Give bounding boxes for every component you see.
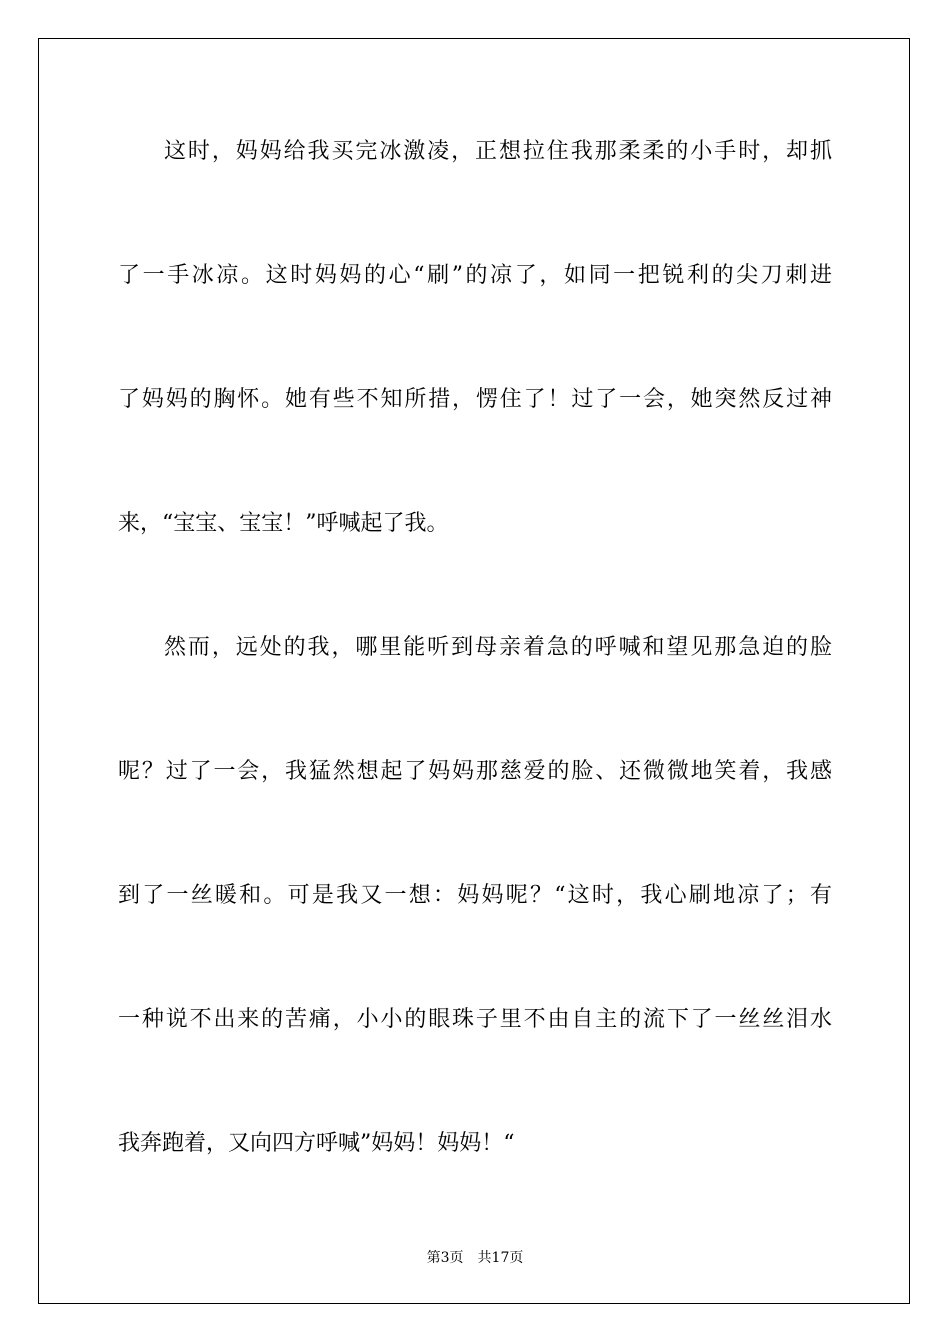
page-total: 共17页: [477, 1250, 524, 1266]
paragraph-1-line-4: 来，“宝宝、宝宝！”呼喊起了我。: [118, 511, 449, 536]
paragraph-2-line-5: 我奔跑着，又向四方呼喊”妈妈！妈妈！“: [118, 1131, 515, 1156]
paragraph-2-line-2: 呢？过了一会，我猛然想起了妈妈那慈爱的脸、还微微地笑着，我感: [118, 759, 832, 784]
paragraph-1-line-3: 了妈妈的胸怀。她有些不知所措，愣住了！过了一会，她突然反过神: [118, 387, 832, 412]
paragraph-2-line-1: 然而，远处的我，哪里能听到母亲着急的呼喊和望见那急迫的脸: [164, 635, 832, 660]
paragraph-2-line-4: 一种说不出来的苦痛，小小的眼珠子里不由自主的流下了一丝丝泪水: [118, 1007, 832, 1032]
page-border: [38, 38, 910, 1304]
page-footer: [0, 1247, 950, 1267]
page-number: 第3页: [426, 1250, 464, 1266]
paragraph-1-line-2: 了一手冰凉。这时妈妈的心“刷”的凉了，如同一把锐利的尖刀刺进: [118, 263, 832, 288]
paragraph-1-line-1: 这时，妈妈给我买完冰激凌，正想拉住我那柔柔的小手时，却抓: [164, 139, 832, 164]
paragraph-2-line-3: 到了一丝暖和。可是我又一想：妈妈呢？“这时，我心刷地凉了；有: [118, 883, 832, 908]
